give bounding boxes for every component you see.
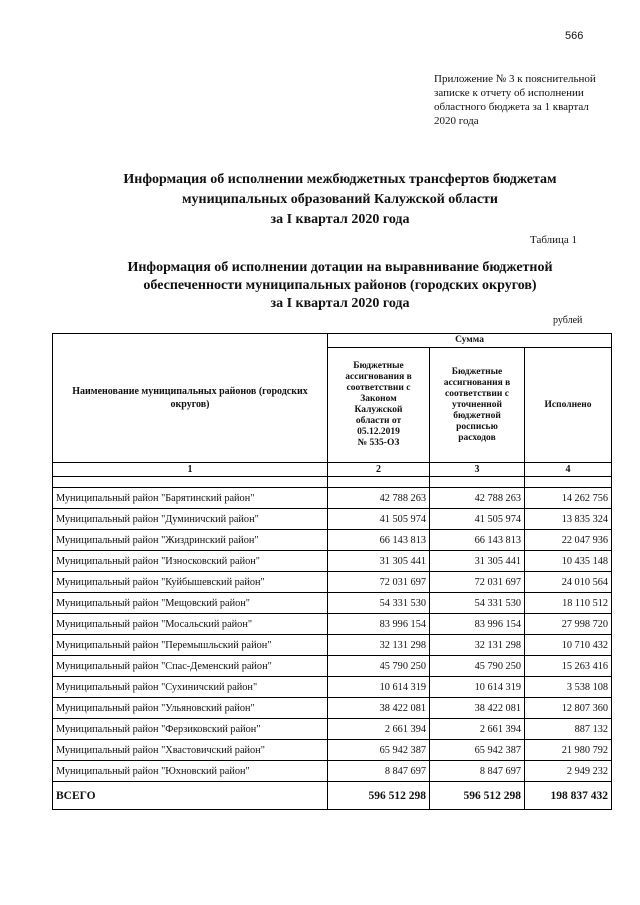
law-amount: 2 661 394 bbox=[328, 719, 430, 740]
law-amount: 66 143 813 bbox=[328, 530, 430, 551]
table-number: Таблица 1 bbox=[530, 234, 578, 246]
table-row bbox=[53, 635, 612, 656]
district-name: Муниципальный район "Перемышльский район" bbox=[53, 635, 328, 656]
executed-amount: 27 998 720 bbox=[525, 614, 612, 635]
total-refined-amount: 596 512 298 bbox=[430, 782, 525, 810]
transfers-table bbox=[52, 333, 612, 810]
appendix-line: записке к отчету об исполнении bbox=[434, 87, 584, 99]
table-row bbox=[53, 593, 612, 614]
executed-amount: 14 262 756 bbox=[525, 488, 612, 509]
law-amount: 41 505 974 bbox=[328, 509, 430, 530]
total-executed-amount: 198 837 432 bbox=[525, 782, 612, 810]
column-number: 2 bbox=[328, 463, 430, 477]
executed-amount: 2 949 232 bbox=[525, 761, 612, 782]
table-row bbox=[53, 656, 612, 677]
refined-amount: 41 505 974 bbox=[430, 509, 525, 530]
executed-amount: 13 835 324 bbox=[525, 509, 612, 530]
law-amount: 32 131 298 bbox=[328, 635, 430, 656]
district-name: Муниципальный район "Сухиничский район" bbox=[53, 677, 328, 698]
executed-amount: 10 435 148 bbox=[525, 551, 612, 572]
refined-amount: 54 331 530 bbox=[430, 593, 525, 614]
refined-amount: 72 031 697 bbox=[430, 572, 525, 593]
refined-amount: 65 942 387 bbox=[430, 740, 525, 761]
column-number: 1 bbox=[53, 463, 328, 477]
law-amount: 31 305 441 bbox=[328, 551, 430, 572]
law-amount: 72 031 697 bbox=[328, 572, 430, 593]
refined-amount: 31 305 441 bbox=[430, 551, 525, 572]
law-amount: 45 790 250 bbox=[328, 656, 430, 677]
executed-amount: 887 132 bbox=[525, 719, 612, 740]
table-row bbox=[53, 740, 612, 761]
header-executed: Исполнено bbox=[525, 348, 612, 463]
refined-amount: 38 422 081 bbox=[430, 698, 525, 719]
law-amount: 10 614 319 bbox=[328, 677, 430, 698]
table-row bbox=[53, 530, 612, 551]
appendix-line: 2020 года bbox=[434, 115, 479, 127]
law-amount: 38 422 081 bbox=[328, 698, 430, 719]
units-label: рублей bbox=[553, 315, 583, 326]
district-name: Муниципальный район "Жиздринский район" bbox=[53, 530, 328, 551]
refined-amount: 10 614 319 bbox=[430, 677, 525, 698]
column-number: 4 bbox=[525, 463, 612, 477]
page-number: 566 bbox=[565, 30, 584, 42]
refined-amount: 45 790 250 bbox=[430, 656, 525, 677]
district-name: Муниципальный район "Хвастовичский район" bbox=[53, 740, 328, 761]
table-row bbox=[53, 719, 612, 740]
header-law-budget: Бюджетные ассигнования в соответствии с Законом Калужской области от 05.12.2019 № 535-ОЗ bbox=[328, 348, 430, 463]
executed-amount: 15 263 416 bbox=[525, 656, 612, 677]
executed-amount: 3 538 108 bbox=[525, 677, 612, 698]
district-name: Муниципальный район "Думиничский район" bbox=[53, 509, 328, 530]
table-title-line: обеспеченности муниципальных районов (городских округов) bbox=[143, 278, 537, 293]
executed-amount: 18 110 512 bbox=[525, 593, 612, 614]
district-name: Муниципальный район "Ферзиковский район" bbox=[53, 719, 328, 740]
spacer-row bbox=[53, 477, 612, 488]
header-name: Наименование муниципальных районов (городских округов) bbox=[53, 334, 328, 463]
law-amount: 54 331 530 bbox=[328, 593, 430, 614]
column-numbers-row bbox=[53, 463, 612, 477]
page-title-line: за I квартал 2020 года bbox=[270, 212, 410, 227]
district-name: Муниципальный район "Мосальский район" bbox=[53, 614, 328, 635]
district-name: Муниципальный район "Барятинский район" bbox=[53, 488, 328, 509]
table-row bbox=[53, 761, 612, 782]
refined-amount: 42 788 263 bbox=[430, 488, 525, 509]
refined-amount: 2 661 394 bbox=[430, 719, 525, 740]
header-sum: Сумма bbox=[328, 334, 612, 348]
law-amount: 65 942 387 bbox=[328, 740, 430, 761]
appendix-line: Приложение № 3 к пояснительной bbox=[434, 73, 596, 85]
appendix-note bbox=[434, 72, 614, 128]
table-row bbox=[53, 572, 612, 593]
page-title bbox=[60, 170, 620, 230]
table-title bbox=[60, 259, 620, 313]
district-name: Муниципальный район "Ульяновский район" bbox=[53, 698, 328, 719]
district-name: Муниципальный район "Юхновский район" bbox=[53, 761, 328, 782]
district-name: Муниципальный район "Мещовский район" bbox=[53, 593, 328, 614]
page-title-line: Информация об исполнении межбюджетных трансфертов бюджетам bbox=[123, 172, 557, 187]
law-amount: 8 847 697 bbox=[328, 761, 430, 782]
district-name: Муниципальный район "Спас-Деменский район" bbox=[53, 656, 328, 677]
refined-amount: 83 996 154 bbox=[430, 614, 525, 635]
table-row bbox=[53, 509, 612, 530]
page-title-line: муниципальных образований Калужской области bbox=[182, 192, 498, 207]
table-row bbox=[53, 614, 612, 635]
refined-amount: 8 847 697 bbox=[430, 761, 525, 782]
table-row bbox=[53, 677, 612, 698]
law-amount: 83 996 154 bbox=[328, 614, 430, 635]
column-number: 3 bbox=[430, 463, 525, 477]
table-row bbox=[53, 698, 612, 719]
total-label: ВСЕГО bbox=[53, 782, 328, 810]
total-row bbox=[53, 782, 612, 810]
appendix-line: областного бюджета за 1 квартал bbox=[434, 101, 589, 113]
refined-amount: 66 143 813 bbox=[430, 530, 525, 551]
executed-amount: 10 710 432 bbox=[525, 635, 612, 656]
table-row bbox=[53, 488, 612, 509]
total-law-amount: 596 512 298 bbox=[328, 782, 430, 810]
executed-amount: 22 047 936 bbox=[525, 530, 612, 551]
table-title-line: за I квартал 2020 года bbox=[270, 296, 410, 311]
refined-amount: 32 131 298 bbox=[430, 635, 525, 656]
table-title-line: Информация об исполнении дотации на выравнивание бюджетной bbox=[127, 260, 553, 275]
executed-amount: 12 807 360 bbox=[525, 698, 612, 719]
executed-amount: 21 980 792 bbox=[525, 740, 612, 761]
district-name: Муниципальный район "Куйбышевский район" bbox=[53, 572, 328, 593]
table-row bbox=[53, 551, 612, 572]
executed-amount: 24 010 564 bbox=[525, 572, 612, 593]
header-refined-budget: Бюджетные ассигнования в соответствии с уточненной бюджетной росписью расходов bbox=[430, 348, 525, 463]
law-amount: 42 788 263 bbox=[328, 488, 430, 509]
district-name: Муниципальный район "Износковский район" bbox=[53, 551, 328, 572]
